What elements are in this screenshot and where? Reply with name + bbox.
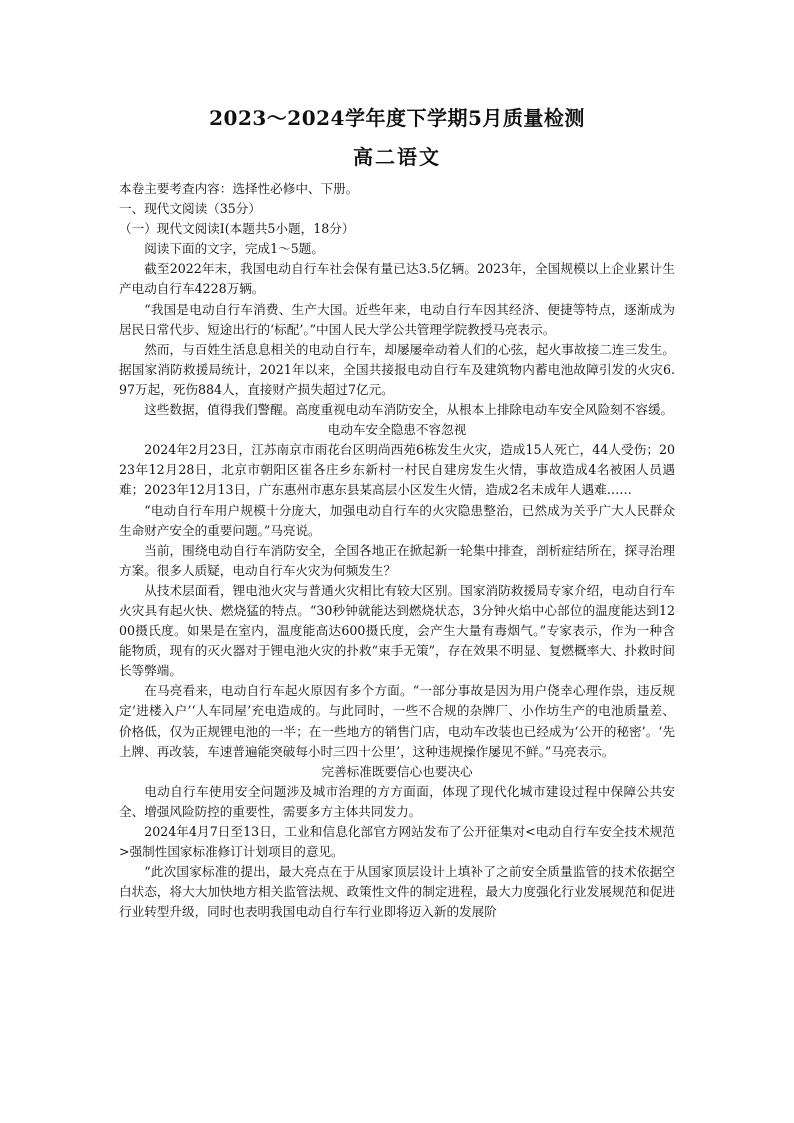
section-one-part-heading: （一）现代文阅读Ⅰ(本题共5小题，18分） <box>119 221 355 237</box>
article-paragraph-10: 电动自行车使用安全问题涉及城市治理的方方面面，体现了现代化城市建设过程中保障公共安全、增强风险防控的重要性，需要多方主体共同发力。 <box>119 783 675 819</box>
scope-line: 本卷主要考查内容：选择性必修中、下册。 <box>119 181 359 196</box>
article-paragraph-3: 然而，与百姓生活息息相关的电动自行车，却屡屡牵动着人们的心弦，起火事故接二连三发生。据国家消防救援局统计，2021年以来，全国共接报电动自行车及建筑物内蓄电池故障引发的火灾6. 97万起，死伤884人，直接财产损失超过7亿元。 <box>119 341 675 397</box>
section-one-heading: 一、现代文阅读（35分） <box>119 201 261 217</box>
article-paragraph-6: “电动自行车用户规模十分庞大，加强电动自行车的火灾隐患整治，已然成为关乎广大人民群众生命财产安全的重要问题。”马亮说。 <box>119 502 675 538</box>
reading-instruction: 阅读下面的文字，完成1～5题。 <box>144 241 324 257</box>
exam-body <box>119 179 675 922</box>
article-paragraph-12: “此次国家标准的提出，最大亮点在于从国家顶层设计上填补了之前安全质量监管的技术依据空白状态，将大大加快地方相关监管法规、政策性文件的制定进程，最大力度强化行业发展规范和促进行业转型升级，同时也表明我国电动自行车行业即将迈入新的发展阶 <box>119 864 675 920</box>
article-paragraph-8: 从技术层面看，锂电池火灾与普通火灾相比有较大区别。国家消防救援局专家介绍，电动自行车火灾具有起火快、燃烧猛的特点。“30秒钟就能达到燃烧状态，3分钟火焰中心部位的温度能达到1200摄氏度。如果是在室内，温度能高达600摄氏度，会产生大量有毒烟气。”专家表示，作为一种含能物质，现有的灭火器对于锂电池火灾的扑救“束手无策”，存在效果不明显、复燃概率大、扑救时间长等弊端。 <box>119 582 675 679</box>
article-paragraph-4: 这些数据，值得我们警醒。高度重视电动车消防安全，从根本上排除电动车安全风险刻不容缓。 <box>144 402 674 418</box>
article-subheading-2: 完善标准既要信心也要决心 <box>321 763 473 779</box>
article-paragraph-2: “我国是电动自行车消费、生产大国。近些年来，电动自行车因其经济、便捷等特点，逐渐成为居民日常代步、短途出行的‘标配’。”中国人民大学公共管理学院教授马亮表示。 <box>119 301 675 337</box>
article-paragraph-9: 在马亮看来，电动自行车起火原因有多个方面。“一部分事故是因为用户侥幸心理作祟，违反规定‘进楼入户’‘人车同屋’充电造成的。与此同时，一些不合规的杂牌厂、小作坊生产的电池质量差、价格低，仅为正规锂电池的一半；在一些地方的销售门店，电动车改装也已经成为‘公开的秘密’。‘先上牌、再改装，车速普遍能突破每小时三四十公里’，这种违规操作屡见不鲜。”马亮表示。 <box>119 683 675 759</box>
exam-title: 2023～2024学年度下学期5月质量检测 <box>209 106 585 130</box>
article-paragraph-5: 2024年2月23日，江苏南京市雨花台区明尚西苑6栋发生火灾，造成15人死亡，44人受伤；2023年12月28日，北京市朝阳区崔各庄乡东新村一村民自建房发生火情，事故造成4名被困人员遇难；2023年12月13日，广东惠州市惠东县某高层小区发生火情，造成2名未成年人遇难…… <box>119 442 675 498</box>
article-paragraph-1: 截至2022年末，我国电动自行车社会保有量已达3.5亿辆。2023年，全国规模以上企业累计生产电动自行车4228万辆。 <box>119 261 675 297</box>
article-paragraph-7: 当前，围绕电动自行车消防安全，全国各地正在掀起新一轮集中排查，剖析症结所在，探寻治理方案。很多人质疑，电动自行车火灾为何频发生？ <box>119 542 675 578</box>
subject-title: 高二语文 <box>353 145 441 169</box>
article-paragraph-11: 2024年4月7日至13日，工业和信息化部官方网站发布了公开征集对<电动自行车安全技术规范>强制性国家标准修订计划项目的意见。 <box>119 824 675 860</box>
article-subheading-1: 电动车安全隐患不容忽视 <box>327 422 467 438</box>
